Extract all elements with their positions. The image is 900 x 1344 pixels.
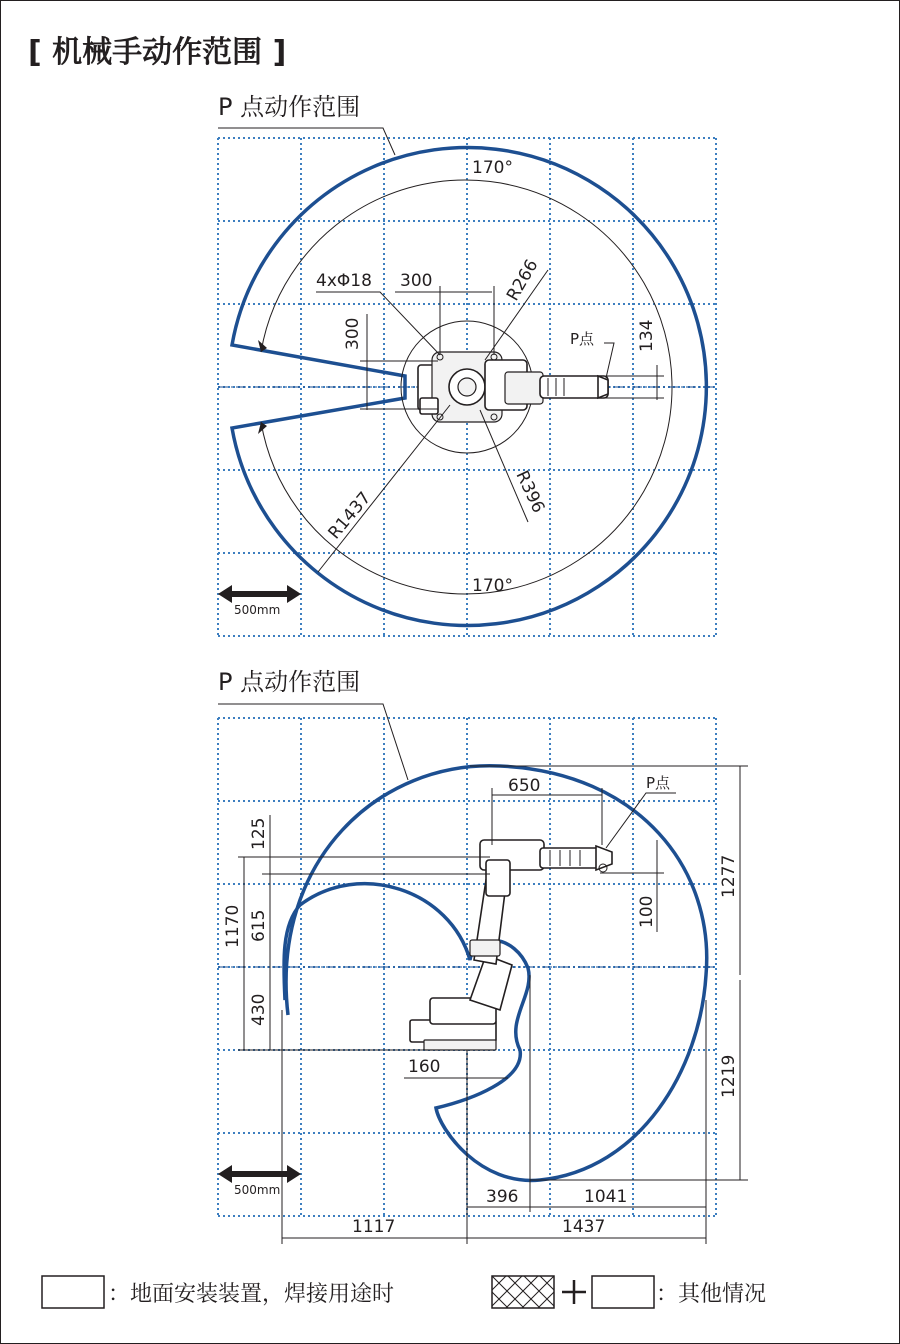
top-scale-label: 500mm: [234, 603, 281, 617]
dim-1219: 1219: [719, 1054, 739, 1098]
dim-1041: 1041: [584, 1187, 628, 1207]
dim-134: 134: [637, 319, 657, 352]
hole-label: 4xΦ18: [316, 271, 372, 291]
dim-396: 396: [486, 1187, 519, 1207]
top-angle-label-top: 170°: [472, 158, 513, 178]
legend-swatch-hatched: [492, 1276, 554, 1308]
top-title-leader: [218, 128, 395, 155]
side-scale-label: 500mm: [234, 1183, 281, 1197]
legend-other: ：其他情况: [656, 1282, 767, 1307]
side-p-point-label: P点: [646, 774, 671, 792]
dim-r266: R266: [503, 256, 543, 305]
top-p-point-label: P点: [570, 330, 595, 348]
dim-r396: R396: [511, 467, 549, 517]
top-view-title: P 点动作范围: [218, 93, 361, 121]
legend-swatch-plain: [42, 1276, 104, 1308]
top-angle-label-bottom: 170°: [472, 576, 513, 596]
top-scale-arrow: [218, 585, 301, 603]
legend-swatch-plain-2: [592, 1276, 654, 1308]
dim-1277: 1277: [719, 854, 739, 898]
side-view-title: P 点动作范围: [218, 668, 361, 696]
dim-1437: 1437: [562, 1217, 606, 1237]
dim-160: 160: [408, 1057, 441, 1077]
r1437-leader: [318, 405, 450, 572]
dim-300-horizontal: 300: [400, 271, 433, 291]
dim-430: 430: [249, 993, 269, 1026]
dim-650: 650: [508, 776, 541, 796]
dim-r1437: R1437: [324, 488, 376, 544]
dim-1170: 1170: [223, 904, 243, 948]
robot-top-view: [418, 352, 608, 422]
dim-615: 615: [249, 909, 269, 942]
side-title-leader: [218, 704, 408, 780]
legend-floor-mount: ：地面安装装置，焊接用途时: [108, 1282, 395, 1307]
dim-300-vertical: 300: [343, 317, 363, 350]
r396-leader: [480, 410, 528, 522]
dim-125: 125: [249, 817, 269, 850]
legend-plus-icon: [562, 1280, 586, 1304]
page-title: [ 机械手动作范围 ]: [28, 35, 287, 70]
top-p-point-leader: [604, 343, 614, 378]
dim-100: 100: [637, 895, 657, 928]
hole-leader: [316, 292, 440, 355]
dim-1117: 1117: [352, 1217, 396, 1237]
side-scale-arrow: [218, 1165, 301, 1183]
